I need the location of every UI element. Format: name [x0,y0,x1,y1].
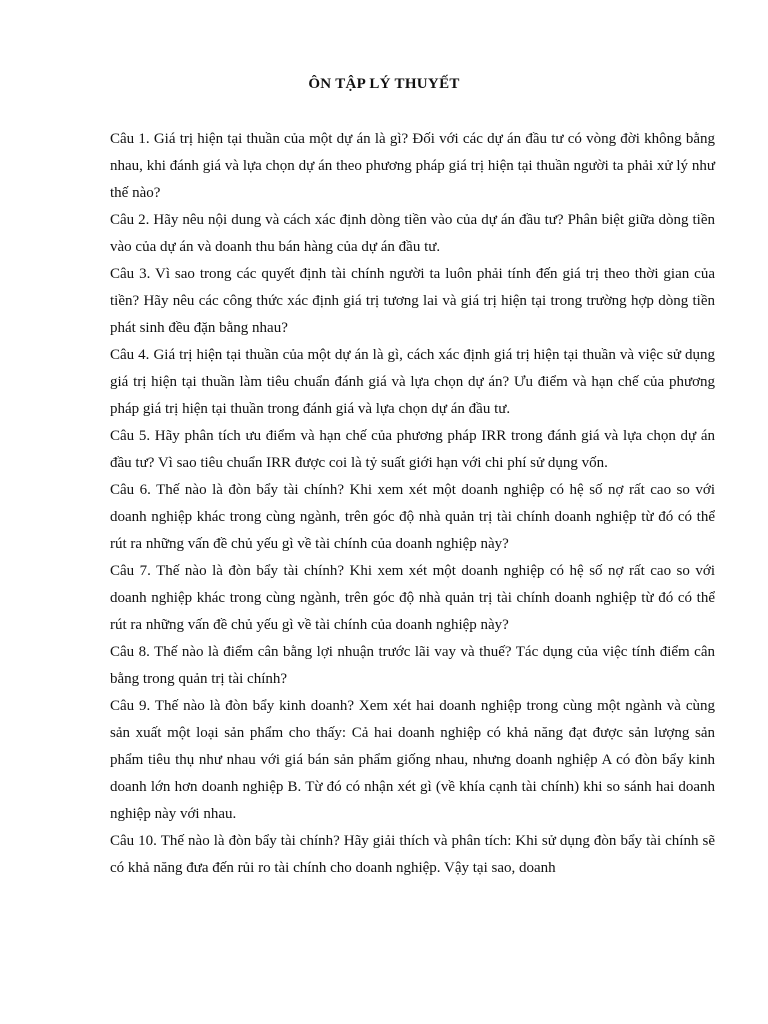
question-5: Câu 5. Hãy phân tích ưu điểm và hạn chế của phương pháp IRR trong đánh giá và lựa chọn dự án đầu tư? Vì sao tiêu chuẩn IRR được coi là tỷ suất giới hạn với chi phí sử dụng vốn. [110,428,715,471]
question-7: Câu 7. Thế nào là đòn bẩy tài chính? Khi xem xét một doanh nghiệp có hệ số nợ rất cao so với doanh nghiệp khác trong cùng ngành, trên góc độ nhà quản trị tài chính doanh nghiệp từ đó có thể rút ra những vấn đề chủ yếu gì về tài chính của doanh nghiệp này? [110,563,715,633]
question-2: Câu 2. Hãy nêu nội dung và cách xác định dòng tiền vào của dự án đầu tư? Phân biệt giữa dòng tiền vào của dự án và doanh thu bán hàng của dự án đầu tư. [110,212,715,255]
question-1: Câu 1. Giá trị hiện tại thuần của một dự án là gì? Đối với các dự án đầu tư có vòng đời không bằng nhau, khi đánh giá và lựa chọn dự án theo phương pháp giá trị hiện tại thuần người ta phải xử lý như thế nào? [110,131,715,201]
question-3: Câu 3. Vì sao trong các quyết định tài chính người ta luôn phải tính đến giá trị theo thời gian của tiền? Hãy nêu các công thức xác định giá trị tương lai và giá trị hiện tại trong trường hợp dòng tiền phát sinh đều đặn bằng nhau? [110,266,715,336]
question-10: Câu 10. Thế nào là đòn bẩy tài chính? Hãy giải thích và phân tích: Khi sử dụng đòn bẩy tài chính sẽ có khả năng đưa đến rủi ro tài chính cho doanh nghiệp. Vậy tại sao, doanh [110,833,715,876]
question-4: Câu 4. Giá trị hiện tại thuần của một dự án là gì, cách xác định giá trị hiện tại thuần và việc sử dụng giá trị hiện tại thuần làm tiêu chuẩn đánh giá và lựa chọn dự án? Ưu điểm và hạn chế của phương pháp giá trị hiện tại thuần trong đánh giá và lựa chọn dự án đầu tư. [110,347,715,417]
question-8: Câu 8. Thế nào là điểm cân bằng lợi nhuận trước lãi vay và thuế? Tác dụng của việc tính điểm cân bằng trong quản trị tài chính? [110,644,715,687]
question-6: Câu 6. Thế nào là đòn bẩy tài chính? Khi xem xét một doanh nghiệp có hệ số nợ rất cao so với doanh nghiệp khác trong cùng ngành, trên góc độ nhà quản trị tài chính doanh nghiệp từ đó có thể rút ra những vấn đề chủ yếu gì về tài chính của doanh nghiệp này? [110,482,715,552]
question-list [110,126,715,882]
page-title: ÔN TẬP LÝ THUYẾT [308,76,460,92]
question-9: Câu 9. Thế nào là đòn bẩy kinh doanh? Xem xét hai doanh nghiệp trong cùng một ngành và cùng sản xuất một loại sản phẩm cho thấy: Cả hai doanh nghiệp có khả năng đạt được sản lượng sản phẩm tiêu thụ như nhau với giá bán sản phẩm giống nhau, nhưng doanh nghiệp A có đòn bẩy kinh doanh lớn hơn doanh nghiệp B. Từ đó có nhận xét gì (về khía cạnh tài chính) khi so sánh hai doanh nghiệp này với nhau. [110,698,715,822]
